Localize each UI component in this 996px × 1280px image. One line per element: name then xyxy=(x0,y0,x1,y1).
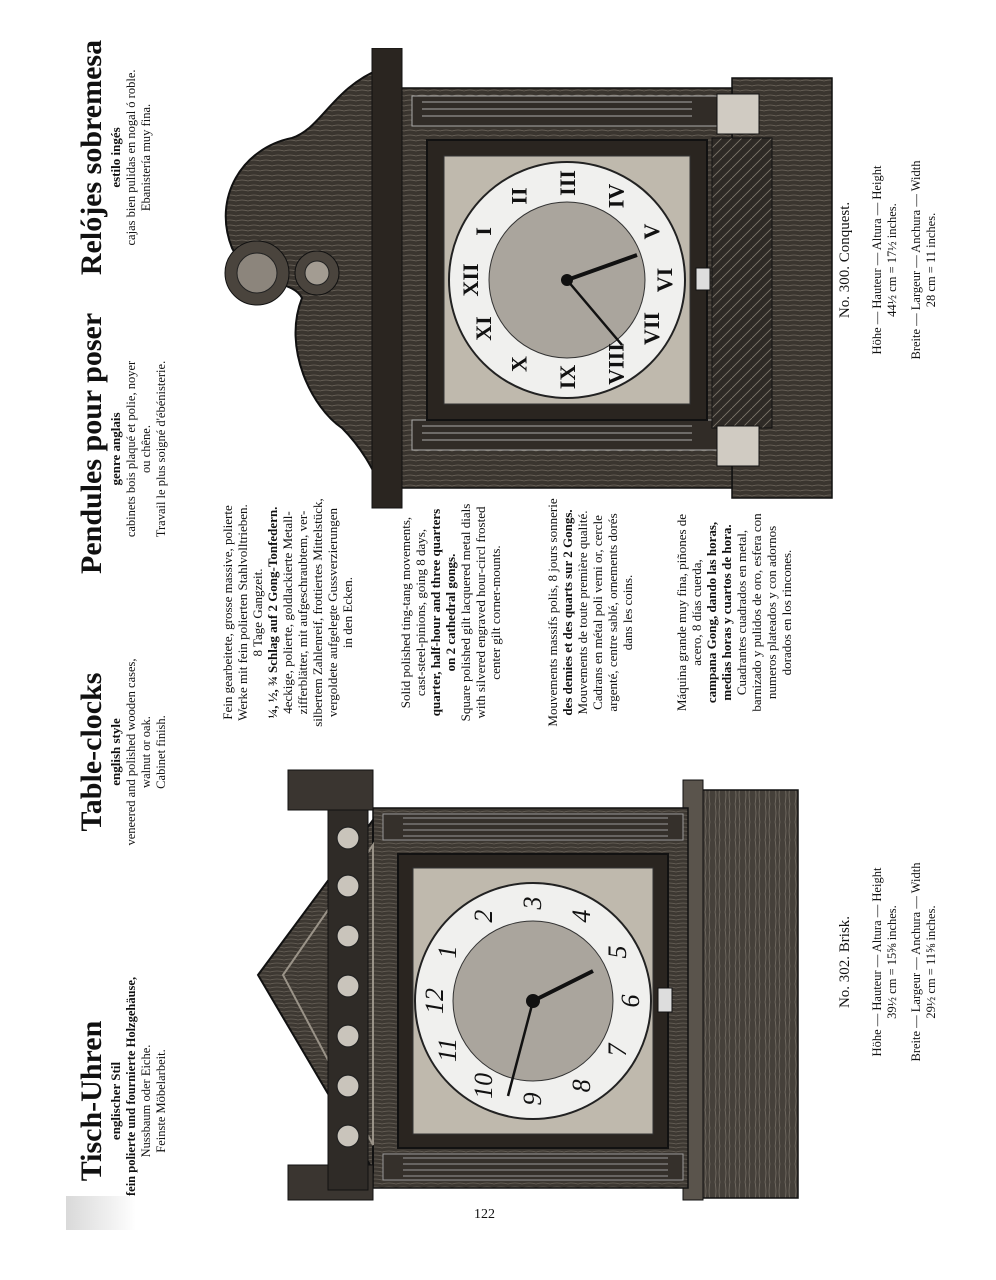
dial-numeral: XI xyxy=(471,316,496,341)
dial-numeral: III xyxy=(555,170,580,196)
dial-numeral: 4 xyxy=(567,909,596,923)
product-302-caption: No. 302. Brisk. xyxy=(837,915,853,1009)
dial-numeral: XII xyxy=(458,263,483,297)
description-line: Werke mit fein polierten Stahlvolltrieben. xyxy=(235,504,250,721)
heading-en-title: Table-clocks xyxy=(75,672,108,832)
product-300-height-label: Höhe — Hauteur — Altura — Height xyxy=(870,165,884,355)
description-line: barnizado y pulidos de oro, esfera con xyxy=(749,513,764,712)
description-line: Máquina grande muy fina, piñones de xyxy=(674,513,689,712)
description-fr xyxy=(545,485,635,740)
product-300-caption: No. 300. Conquest. xyxy=(837,201,853,319)
product-300-info xyxy=(836,140,938,380)
dial-numeral: X xyxy=(506,356,532,372)
product-302-height-value: 39½ cm = 15⅝ inches. xyxy=(884,905,899,1019)
dial-numeral: 7 xyxy=(602,1043,632,1057)
description-line: Cadrans en métal poli verni or, cercle xyxy=(590,515,605,710)
product-302-width-value: 29½ cm = 11⅝ inches. xyxy=(923,905,938,1019)
description-line: Square polished gilt lacquered metal dials xyxy=(458,503,473,722)
page-number: 122 xyxy=(474,1207,495,1222)
heading-de-title: Tisch-Uhren xyxy=(75,1020,108,1182)
dial-numeral: IV xyxy=(603,183,629,209)
description-line: medias horas y cuartos de hora. xyxy=(719,524,734,701)
dial-numeral: 2 xyxy=(469,909,498,923)
dial-numeral: V xyxy=(639,223,664,240)
dial-numeral: 10 xyxy=(469,1072,498,1099)
heading-fr xyxy=(75,312,169,574)
dial-numeral: 8 xyxy=(567,1079,596,1093)
description-line: 4eckige, polierte, goldlackierte Metall- xyxy=(280,511,295,714)
heading-de-line: Feinste Möbelarbeit. xyxy=(154,1049,168,1153)
description-de xyxy=(220,485,355,740)
description-line: in den Ecken. xyxy=(340,576,355,649)
description-en xyxy=(398,485,503,740)
heading-fr-line: cabinets bois plaqué et polie, noyer xyxy=(124,360,138,538)
clock-300-illustration xyxy=(212,48,838,510)
product-302-width-label: Breite — Largeur — Anchura — Width xyxy=(909,862,923,1062)
heading-en-line: Cabinet finish. xyxy=(154,715,168,789)
description-line: vergoldete aufgelegte Gussverzierungen xyxy=(325,507,340,718)
dial-numeral: VI xyxy=(652,267,677,293)
heading-fr-line: ou chêne. xyxy=(139,425,153,473)
description-line: Solid polished ting-tang movements, xyxy=(398,516,413,709)
description-line: center gilt corner-mounts. xyxy=(488,545,503,680)
heading-fr-title: Pendules pour poser xyxy=(75,312,108,574)
heading-es-title: Relójes sobremesa xyxy=(75,39,108,276)
heading-es-line: cajas bien pulidas en nogal ó roble. xyxy=(124,69,138,246)
description-line: silbertem Zahlenreif, frottiertes Mittelstück, xyxy=(310,498,325,727)
clock-302-base xyxy=(698,790,798,1198)
dial-numeral: 1 xyxy=(433,945,463,959)
scan-edge-artifact xyxy=(66,1196,136,1230)
product-302-height-label: Höhe — Hauteur — Altura — Height xyxy=(870,867,884,1057)
description-line: dans les coins. xyxy=(620,574,635,651)
dial-numeral: 9 xyxy=(518,1092,547,1106)
heading-en-style: english style xyxy=(108,718,123,786)
dial-numeral: 11 xyxy=(433,1037,463,1063)
description-line: numeros plateados y con adornos xyxy=(764,525,779,700)
clock-302-dial xyxy=(415,883,651,1119)
dial-numeral: I xyxy=(471,227,496,236)
product-300-width-label: Breite — Largeur — Anchura — Width xyxy=(909,160,923,360)
heading-de-line: fein polierte und fournierte Holzgehäuse, xyxy=(124,976,138,1196)
heading-es xyxy=(76,35,154,280)
heading-es-line: Ebanistería muy fina. xyxy=(139,103,153,212)
description-line: acero, 8 días cuerda, xyxy=(689,559,704,666)
description-line: quarter, half-hour and three quarters xyxy=(428,508,443,717)
heading-fr-line: Travail le plus soigné d'ébénisterie. xyxy=(154,360,168,538)
description-line: argenté, centre sablé, ornements dorés xyxy=(605,513,620,712)
description-line: Fein gearbeitete, grosse massive, polierte xyxy=(220,505,235,720)
heading-en-line: walnut or oak. xyxy=(139,716,153,788)
description-line: cast-steel-pinions, going 8 days, xyxy=(413,528,428,697)
description-line: ¼, ½, ¾ Schlag auf 2 Gong-Tonfedern. xyxy=(265,506,280,719)
description-line: Cuadrantes cuadrados en metal, xyxy=(734,529,749,696)
description-line: 8 Tage Gangzeit. xyxy=(250,568,265,657)
clock-300-dial xyxy=(449,162,685,398)
description-line: on 2 cathedral gongs. xyxy=(443,553,458,672)
product-300-height-value: 44½ cm = 17½ inches. xyxy=(884,203,899,317)
description-line: dorados en los rincones. xyxy=(779,549,794,676)
dial-numeral: II xyxy=(506,187,532,205)
description-line: zifferblätter, mit aufgeschraubtem, ver- xyxy=(295,510,310,715)
product-300-width-value: 28 cm = 11 inches. xyxy=(923,212,938,308)
product-302-info xyxy=(836,812,938,1112)
clock-302-illustration xyxy=(228,750,806,1208)
description-line: campana Gong, dando las horas, xyxy=(704,521,719,704)
dial-numeral: 3 xyxy=(518,896,547,910)
heading-en xyxy=(76,642,169,862)
heading-de-line: Nussbaum oder Eiche. xyxy=(139,1044,153,1158)
heading-en-line: veneered and polished wooden cases, xyxy=(124,658,138,846)
dial-numeral: 12 xyxy=(420,988,449,1014)
description-line: with silvered engraved hour-circl frosted xyxy=(473,506,488,719)
heading-de-style: englischer Stil xyxy=(108,1061,123,1141)
dial-numeral: 6 xyxy=(616,994,645,1008)
description-line: des demies et des quarts sur 2 Gongs. xyxy=(560,509,575,716)
heading-de xyxy=(75,976,169,1196)
dial-numeral: VII xyxy=(639,311,664,346)
heading-es-style: estilo ingés xyxy=(108,127,123,188)
description-line: Mouvements massifs polis, 8 jours sonnerie xyxy=(545,498,560,727)
description-es xyxy=(674,485,794,740)
description-line: Mouvements de toute première qualité. xyxy=(575,510,590,715)
dial-numeral: 5 xyxy=(602,945,632,959)
dial-numeral: IX xyxy=(555,364,580,390)
dial-numeral: VIII xyxy=(603,343,629,385)
heading-fr-style: genre anglais xyxy=(108,412,123,486)
